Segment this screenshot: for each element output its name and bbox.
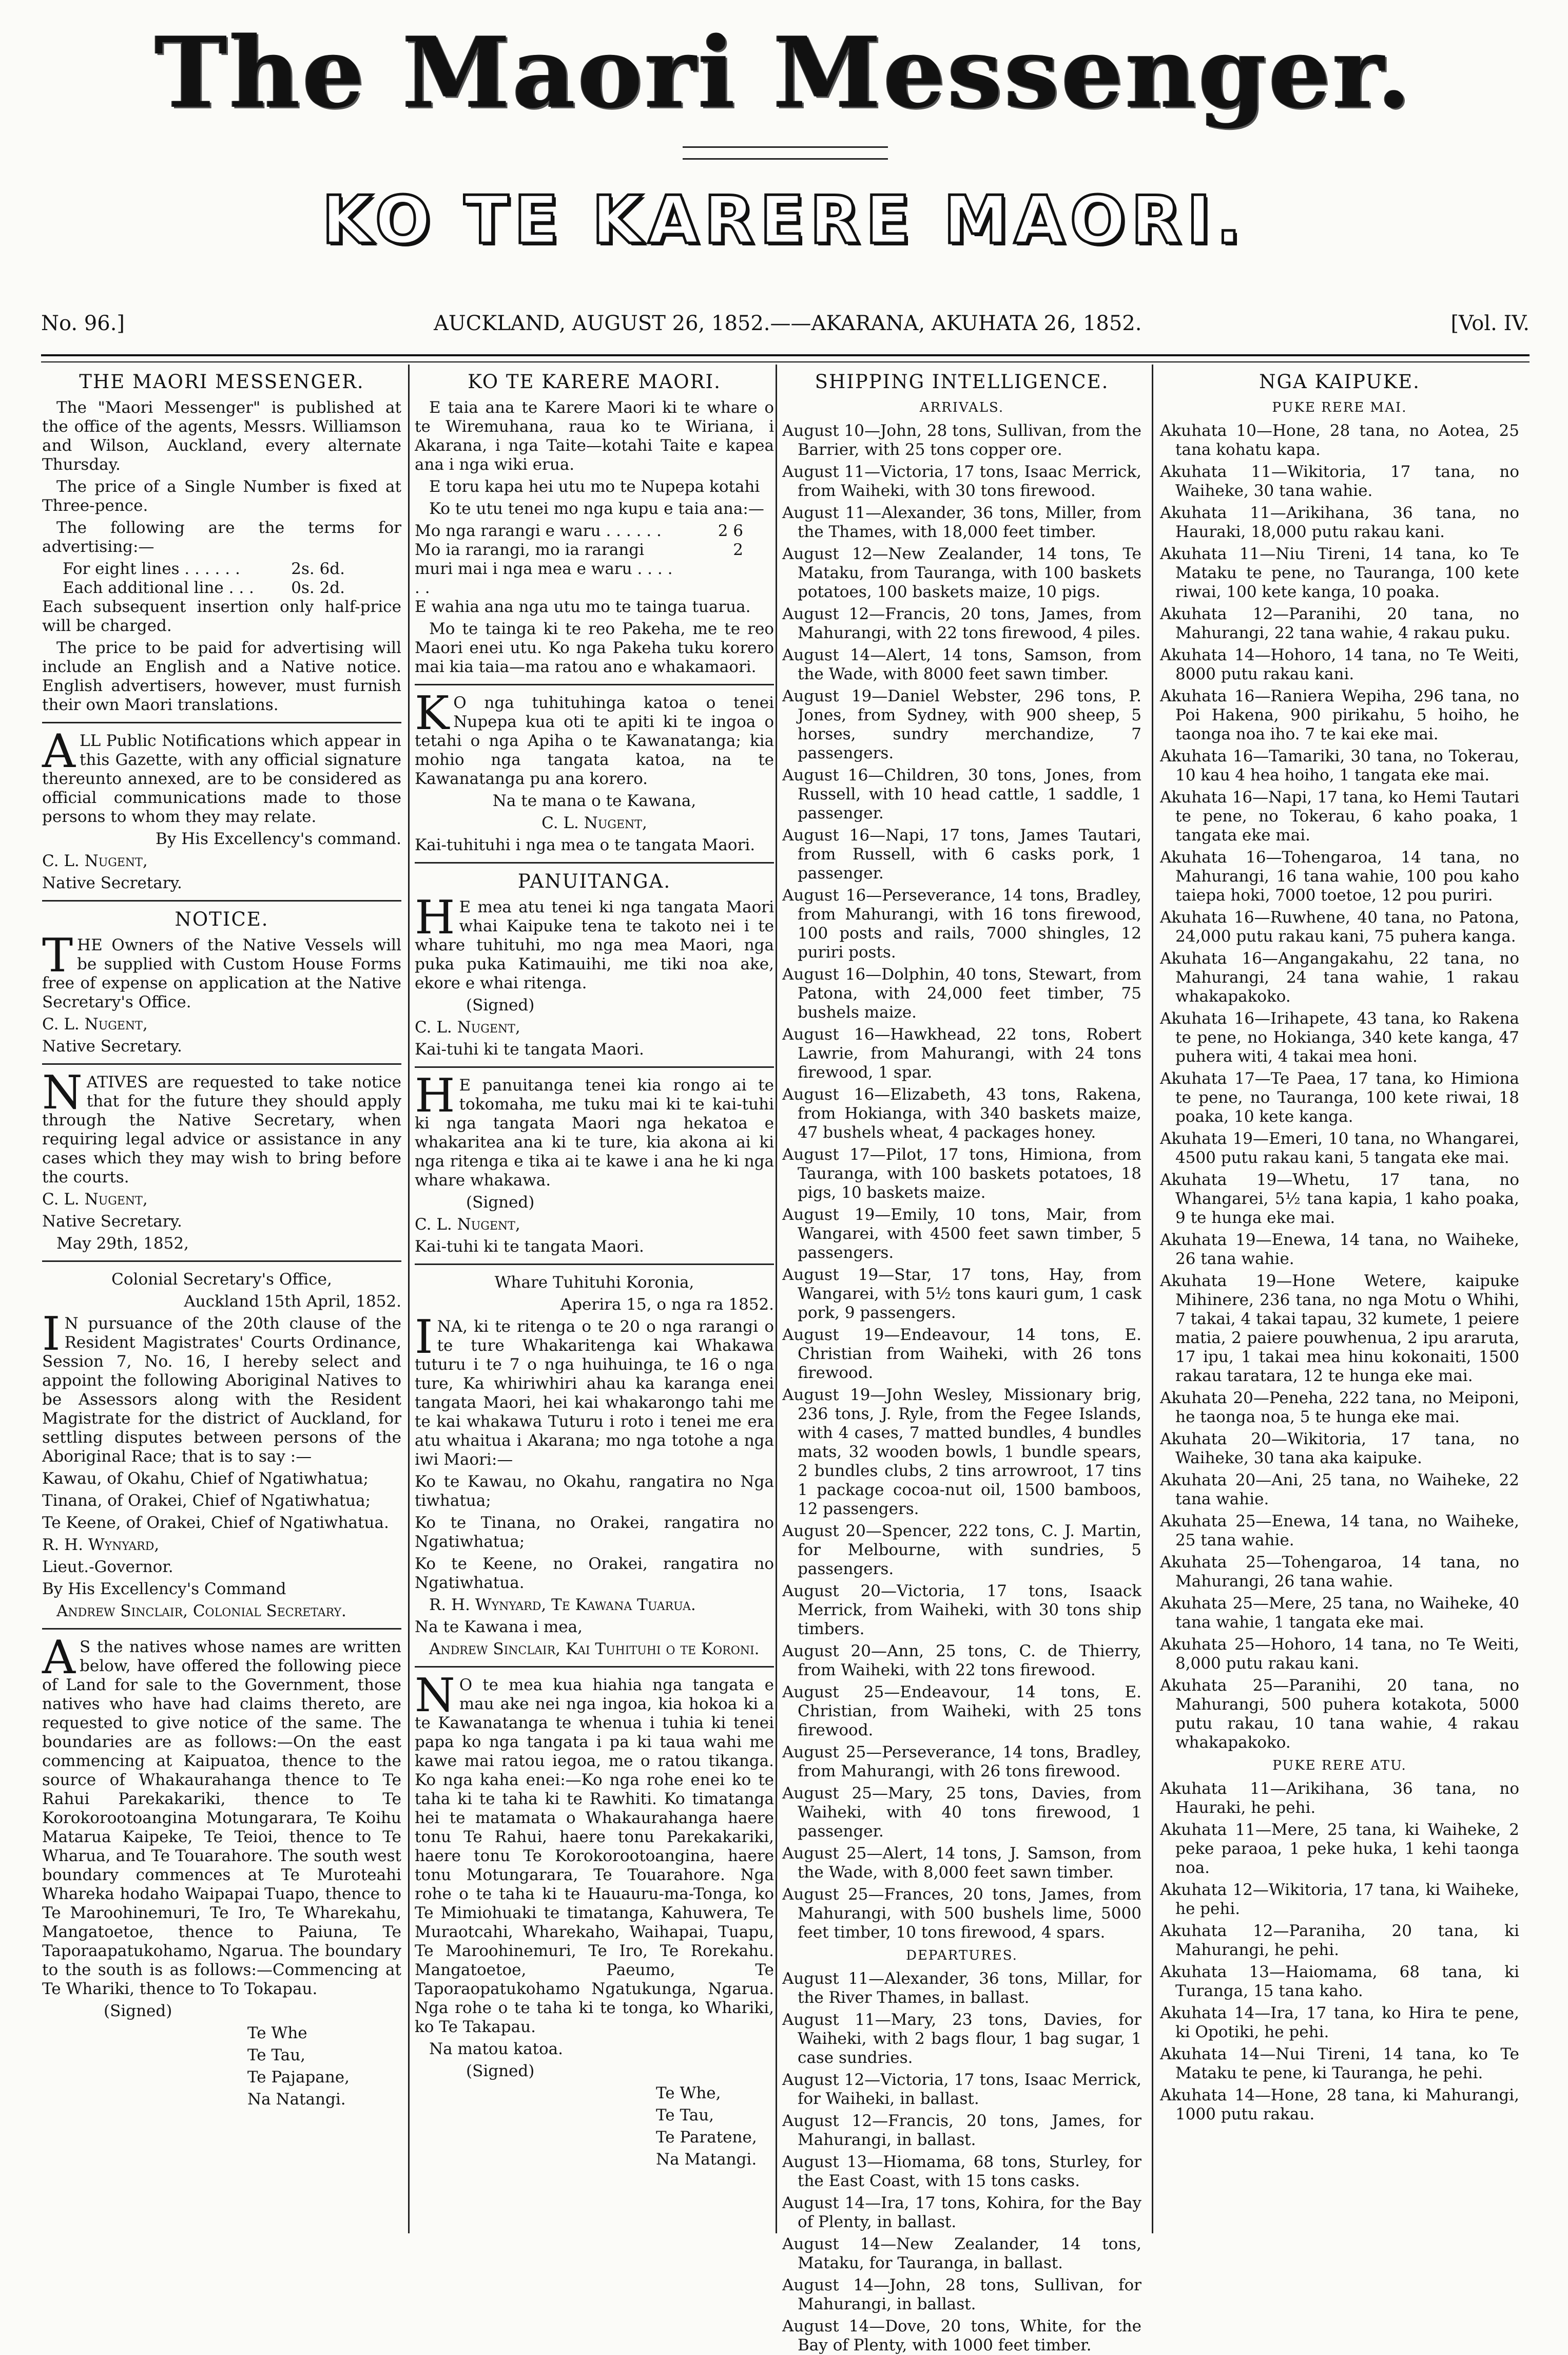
mana-line: Na te mana o te Kawana, <box>492 792 696 810</box>
shipping-entry: August 13—Hiomama, 68 tons, Sturley, for the East Coast, with 15 tons casks. <box>782 2153 1141 2190</box>
shipping-entry: Akuhata 12—Paraniha, 20 tana, ki Mahurangi, he pehi. <box>1160 1922 1519 1959</box>
masthead-ornament <box>683 146 888 160</box>
signatory: Te Tau, <box>656 2106 714 2124</box>
panui-notice <box>415 1069 774 1190</box>
shipping-entry: Akuhata 16—Irihapete, 43 tana, ko Rakena te pene, no Hokianga, 340 kete kanga, 47 puhera witi, 4 takai mea honi. <box>1160 1009 1519 1066</box>
section-heading: KO TE KARERE MAORI. <box>468 371 721 393</box>
paragraph: E wahia ana nga utu mo te tainga tuarua. <box>415 598 751 616</box>
puke-rere-mai-list <box>1160 422 1519 1752</box>
drop-cap: H <box>415 891 455 945</box>
shipping-entry: Akuhata 10—Hone, 28 tana, no Aotea, 25 tana kohatu kapa. <box>1160 422 1519 459</box>
shipping-entry: Akuhata 17—Te Paea, 17 tana, ko Himiona te pene, no Tauranga, 100 kete riwai, 18 poaka, 10 kete kanga. <box>1160 1069 1519 1126</box>
paragraph: O nga tuhituhinga katoa o tenei Nupepa kua oti te apiti ki te ingoa o tetahi o nga Apiha o te Kawanatanga; kia mohio nga tangata katoa, na te Kawanatanga pu ana korero. <box>415 694 774 788</box>
shipping-entry: August 19—Emily, 10 tons, Mair, from Wangarei, with 4500 feet sawn timber, 5 passengers. <box>782 1205 1141 1262</box>
paragraph: The price of a Single Number is fixed at Three-pence. <box>42 477 401 515</box>
signature: C. L. Nugent, <box>42 1015 148 1033</box>
signatory: Te Tau, <box>247 2046 306 2064</box>
shipping-entry: August 14—Ira, 17 tons, Kohira, for the Bay of Plenty, in ballast. <box>782 2194 1141 2231</box>
office-date: Auckland 15th April, 1852. <box>184 1292 401 1311</box>
shipping-entry: Akuhata 16—Napi, 17 tana, ko Hemi Tautari te pene, no Tokerau, 6 kaho poaka, 1 tangata eke mai. <box>1160 788 1519 845</box>
paragraph: E toru kapa hei utu mo te Nupepa kotahi <box>429 477 760 496</box>
shipping-entry: Akuhata 25—Enewa, 14 tana, no Waiheke, 25 tana wahie. <box>1160 1512 1519 1549</box>
shipping-entry: Akuhata 11—Niu Tireni, 14 tana, ko Te Mataku te pene, no Tauranga, 100 kete riwai, 100 kete kanga, 10 poaka. <box>1160 545 1519 601</box>
shipping-entry: Akuhata 12—Paranihi, 20 tana, no Mahurangi, 22 tana wahie, 4 rakau puku. <box>1160 605 1519 642</box>
subsection-heading: PUKE RERE ATU. <box>1272 1758 1407 1773</box>
volume-number: [Vol. IV. <box>1450 312 1530 335</box>
signature: C. L. Nugent, <box>42 852 148 870</box>
signature: C. L. Nugent, <box>541 814 647 832</box>
shipping-entry: August 11—Alexander, 36 tons, Miller, from the Thames, with 18,000 feet timber. <box>782 504 1141 541</box>
rate-label: Each additional line . . . <box>63 579 254 597</box>
shipping-entry: Akuhata 19—Hone Wetere, kaipuke Mihinere, 236 tana, no nga Motu o Whihi, 7 takai, 4 takai tapau, 32 kumete, 1 peiere matia, 2 paiere pouwhenua, 2 ipu araruta, 17 ipu, 1 takai mea hinu kokonaiti, 1500 rakau taratara, 12 te hunga eke mai. <box>1160 1272 1519 1385</box>
paragraph: The "Maori Messenger" is published at the office of the agents, Messrs. Williamson and Wilson, Auckland, every alternate Thursday. <box>42 398 401 474</box>
paragraph: LL Public Notifications which appear in this Gazette, with any official signature thereunto annexed, are to be considered as official communications made to those persons to whom they may relate. <box>42 732 401 826</box>
signatory: Te Pajapane, <box>247 2068 350 2086</box>
section-heading: SHIPPING INTELLIGENCE. <box>815 371 1109 393</box>
assessor: Kawau, of Okahu, Chief of Ngatiwhatua; <box>42 1469 369 1488</box>
shipping-entry: Akuhata 19—Enewa, 14 tana, no Waiheke, 26 tana wahie. <box>1160 1231 1519 1268</box>
shipping-entry: August 10—John, 28 tons, Sullivan, from the Barrier, with 25 tons copper ore. <box>782 422 1141 459</box>
signature-title: Native Secretary. <box>42 874 182 892</box>
shipping-entry: August 14—Alert, 14 tons, Samson, from the Wade, with 8000 feet sawn timber. <box>782 646 1141 683</box>
shipping-entry: August 14—New Zealander, 14 tons, Mataku, for Tauranga, in ballast. <box>782 2235 1141 2272</box>
shipping-entry: August 19—John Wesley, Missionary brig, 236 tons, J. Ryle, from the Fegee Islands, with 4 cases, 7 matted bundles, 4 bundles mats, 32 wooden bowls, 1 bundle spears, 2 bundles clubs, 2 tins arrowroot, 17 tins 1 package cocoa-nut oil, 1500 bamboos, 12 passengers. <box>782 1386 1141 1518</box>
separator <box>42 1063 401 1065</box>
shipping-entry: August 25—Perseverance, 14 tons, Bradley, from Mahurangi, with 26 tons firewood. <box>782 1743 1141 1780</box>
departures-list <box>782 1969 1141 2355</box>
subsection-heading: PUKE RERE MAI. <box>1272 400 1407 415</box>
shipping-entry: Akuhata 12—Wikitoria, 17 tana, ki Waiheke, he pehi. <box>1160 1881 1519 1918</box>
signature-title: Native Secretary. <box>42 1037 182 1056</box>
ina-notice <box>415 1310 774 1469</box>
drop-cap: H <box>415 1069 455 1123</box>
land-notice <box>415 1669 774 2037</box>
paragraph: Mo te tainga ki te reo Pakeha, me te reo Maori enei utu. Ko nga Pakeha tuku korero mai kia taia—ma ratou ano e whakamaori. <box>415 620 774 676</box>
assessor: Te Keene, of Orakei, Chief of Ngatiwhatua. <box>42 1514 389 1532</box>
shipping-entry: Akuhata 11—Arikihana, 36 tana, no Hauraki, 18,000 putu rakau kani. <box>1160 504 1519 541</box>
signature-title: Kai-tuhi ki te tangata Maori. <box>415 1237 644 1256</box>
issue-number: No. 96.] <box>41 312 125 335</box>
signature: C. L. Nugent, <box>42 1190 148 1209</box>
shipping-entry: August 16—Napi, 17 tons, James Tautari, from Russell, with 6 casks pork, 1 passenger. <box>782 826 1141 883</box>
shipping-entry: August 11—Alexander, 36 tons, Millar, for the River Thames, in ballast. <box>782 1969 1141 2007</box>
shipping-entry: August 19—Daniel Webster, 296 tons, P. Jones, from Sydney, with 900 sheep, 5 horses, sundry merchandize, 7 passengers. <box>782 687 1141 762</box>
shipping-entry: August 25—Alert, 14 tons, J. Samson, from the Wade, with 8,000 feet sawn timber. <box>782 1844 1141 1882</box>
signed-label: (Signed) <box>466 2062 535 2080</box>
office-date: Aperira 15, o nga ra 1852. <box>560 1295 774 1314</box>
signature-title: Kai-tuhituhi i nga mea o te tangata Maori. <box>415 836 756 854</box>
rate-value: 2 <box>733 541 743 559</box>
masthead <box>0 0 1568 267</box>
section-heading: NOTICE. <box>175 908 269 930</box>
shipping-entry: August 16—Hawkhead, 22 tons, Robert Lawrie, from Mahurangi, with 24 tons firewood, 1 spar. <box>782 1025 1141 1082</box>
column-nga-kaipuke <box>1160 372 1519 2231</box>
assessor: Ko te Keene, no Orakei, rangatira no Ngatiwhatua. <box>415 1555 774 1592</box>
rate-label: Mo ia rarangi, mo ia rarangi muri mai i nga mea e waru . . . . . . <box>415 541 673 597</box>
separator <box>415 684 774 685</box>
separator <box>415 1066 774 1068</box>
drop-cap: A <box>42 724 75 778</box>
section-heading: NGA KAIPUKE. <box>1259 371 1420 393</box>
header-rule <box>41 354 1530 362</box>
shipping-entry: Akuhata 14—Hohoro, 14 tana, no Te Weiti, 8000 putu rakau kani. <box>1160 646 1519 683</box>
land-notice <box>42 1631 401 1999</box>
paragraph: The following are the terms for advertising:— <box>42 519 401 556</box>
rate-value: 2 6 <box>718 522 743 540</box>
command-line: Na te Kawana i mea, <box>415 1618 583 1636</box>
signature: Andrew Sinclair, Kai Tuhituhi o te Koroni. <box>429 1640 760 1658</box>
signatory: Na Matangi. <box>656 2150 757 2169</box>
masthead-title: The Maori Messenger. <box>154 15 1414 130</box>
shipping-entry: August 14—Dove, 20 tons, White, for the Bay of Plenty, with 1000 feet timber. <box>782 2317 1141 2354</box>
shipping-entry: Akuhata 20—Ani, 25 tana, no Waiheke, 22 tana wahie. <box>1160 1471 1519 1508</box>
pursuance-notice <box>42 1307 401 1466</box>
signature: R. H. Wynyard, <box>42 1536 160 1554</box>
natives-notice <box>42 1066 401 1187</box>
column-maori-notices <box>415 372 774 2231</box>
paragraph: HE Owners of the Native Vessels will be supplied with Custom House Forms free of expense on application at the Native Secretary's Office. <box>42 936 401 1011</box>
separator <box>415 1263 774 1265</box>
signatory: Te Whe <box>247 2024 307 2042</box>
shipping-entry: Akuhata 19—Emeri, 10 tana, no Whangarei, 4500 putu rakau kani, 5 tangata eke mai. <box>1160 1129 1519 1167</box>
rate-row <box>415 522 774 541</box>
date-line: May 29th, 1852, <box>56 1234 189 1253</box>
signature: R. H. Wynyard, Te Kawana Tuarua. <box>429 1596 696 1614</box>
signature-title: Kai-tuhi ki te tangata Maori. <box>415 1040 644 1059</box>
paragraph: N pursuance of the 20th clause of the Resident Magistrates' Courts Ordinance, Session 7, No. 16, I hereby select and appoint the following Aboriginal Natives to be Assessors along with the Resident Magistrate for the district of Auckland, for settling disputes between persons of the Aboriginal Race; that is to say :— <box>42 1314 401 1466</box>
separator <box>415 1666 774 1668</box>
separator <box>42 1628 401 1630</box>
shipping-entry: August 11—Victoria, 17 tons, Isaac Merrick, from Waiheki, with 30 tons firewood. <box>782 463 1141 500</box>
signature-title: Lieut.-Governor. <box>42 1558 173 1576</box>
shipping-entry: Akuhata 13—Haiomama, 68 tana, ki Turanga, 15 tana kaho. <box>1160 1963 1519 2000</box>
shipping-entry: Akuhata 16—Angangakahu, 22 tana, no Mahurangi, 24 tana wahie, 1 rakau whakapakoko. <box>1160 949 1519 1006</box>
command-line: By His Excellency's command. <box>156 830 401 848</box>
separator <box>415 862 774 864</box>
masthead-subtitle: KO TE KARERE MAORI. <box>322 182 1246 259</box>
signed-label: (Signed) <box>466 996 535 1014</box>
shipping-entry: Akuhata 14—Hone, 28 tana, ki Mahurangi, 1000 putu rakau. <box>1160 2086 1519 2123</box>
subsection-heading: DEPARTURES. <box>906 1948 1018 1963</box>
signed-label: (Signed) <box>466 1193 535 1212</box>
vessels-notice <box>42 929 401 1012</box>
shipping-entry: August 25—Mary, 25 tons, Davies, from Waiheki, with 40 tons firewood, 1 passenger. <box>782 1784 1141 1841</box>
signature: Andrew Sinclair, Colonial Secretary. <box>56 1602 346 1620</box>
drop-cap: N <box>415 1669 455 1722</box>
shipping-entry: August 19—Endeavour, 14 tons, E. Christian from Waiheki, with 26 tons firewood. <box>782 1326 1141 1382</box>
shipping-entry: Akuhata 20—Wikitoria, 17 tana, no Waiheke, 30 tana aka kaipuke. <box>1160 1430 1519 1467</box>
shipping-entry: Akuhata 16—Ruwhene, 40 tana, no Patona, 24,000 putu rakau kani, 75 puhera kanga. <box>1160 908 1519 946</box>
shipping-entry: Akuhata 25—Mere, 25 tana, no Waiheke, 40 tana wahie, 1 tangata eke mai. <box>1160 1594 1519 1632</box>
signatory: Te Whe, <box>656 2084 721 2102</box>
signature-title: Native Secretary. <box>42 1212 182 1231</box>
shipping-entry: Akuhata 19—Whetu, 17 tana, no Whangarei, 5½ tana kapia, 1 kaho poaka, 9 te hunga eke mai. <box>1160 1171 1519 1227</box>
assessor: Ko te Tinana, no Orakei, rangatira no Ngatiwhatua; <box>415 1514 774 1551</box>
shipping-entry: August 16—Dolphin, 40 tons, Stewart, from Patona, with 24,000 feet timber, 75 bushels maize. <box>782 965 1141 1022</box>
subsection-heading: ARRIVALS. <box>919 400 1004 415</box>
shipping-entry: August 20—Victoria, 17 tons, Isaack Merrick, from Waiheki, with 30 tons ship timbers. <box>782 1582 1141 1638</box>
drop-cap: I <box>42 1307 61 1361</box>
shipping-entry: August 25—Frances, 20 tons, James, from Mahurangi, with 500 bushels lime, 5000 feet timber, 10 tons firewood, 4 spars. <box>782 1885 1141 1942</box>
shipping-entry: Akuhata 25—Paranihi, 20 tana, no Mahurangi, 500 puhera kotakota, 5000 putu rakau, 10 tana wahie, 4 rakau whakapakoko. <box>1160 1676 1519 1752</box>
drop-cap: N <box>42 1066 83 1120</box>
paragraph: E taia ana te Karere Maori ki te whare o te Wiremuhana, raua ko te Wiriana, i Akarana, i nga Taite—kotahi Taite e kapea ana i nga wiki erua. <box>415 398 774 474</box>
shipping-entry: Akuhata 20—Peneha, 222 tana, no Meiponi, he taonga noa, 5 te hunga eke mai. <box>1160 1389 1519 1426</box>
panui-notice <box>415 891 774 993</box>
shipping-entry: August 16—Perseverance, 14 tons, Bradley, from Mahurangi, with 16 tons firewood, 100 posts and rails, 7000 shingles, 12 puriri posts. <box>782 886 1141 962</box>
shipping-entry: August 16—Children, 30 tons, Jones, from Russell, with 10 head cattle, 1 saddle, 1 passenger. <box>782 766 1141 822</box>
shipping-entry: August 12—Victoria, 17 tons, Isaac Merrick, for Waiheki, in ballast. <box>782 2071 1141 2108</box>
official-notice <box>415 686 774 789</box>
paragraph: S the natives whose names are written below, have offered the following piece of Land for sale to the Government, those natives who have had claims thereto, are requested to give notice of the same. The boundaries are as follows:—On the east commencing at Kaipuatoa, thence to the source of Whakaurahanga thence to Te Rahui Parekakariki, thence to Te Korokorootoangina Motungarara, Te Koihu Matarua Kaipeke, Te Teioi, thence to Te Wharua, and Te Touarahore. The south west boundary commences at Te Muroteahi Whareka hodaho Waipapai Tuapo, thence to Te Maroohinemuri, Te Iro, Te Wharekahu, Mangatoetoe, thence to Paiuna, Te Taporaapatukohamo, Ngarua. The boundary to the south is as follows:—Commencing at Te Whariki, thence to To Tokapau. <box>42 1638 401 1998</box>
paragraph: O te mea kua hiahia nga tangata e mau ake nei nga ingoa, kia hokoa ki a te Kawanatanga te whenua i tuhia ki tenei papa ko nga tangata i pa ki taua wahi me kawe mai ratou iegoa, me o ratou tikanga. Ko nga kaha enei:—Ko nga rohe enei ko te taha ki te taha ki te Rawhiti. Ko timatanga hei te matamata o Whakaurahanga haere tonu Te Rahui, haere tonu Parekakariki, haere tonu Te Korokorootoangina, haere tonu Motungarara, Te Touarahore. Nga rohe o te taha ki te Hauauru-ma-Tonga, ko Te Mimiohuaki te timatanga, Kahuwera, Te Muraotcahi, Wharekaho, Waihapai, Tuapu, Te Maroohinemuri, Te Iro, Te Rorekahu. Mangatoetoe, Paeumo, Te Taporaopatukohamo Ngatukunga, Ngarua. Nga rohe o te taha ki te tonga, ko Whariki, ko Te Takapau. <box>415 1676 774 2036</box>
shipping-entry: Akuhata 25—Tohengaroa, 14 tana, no Mahurangi, 26 tana wahie. <box>1160 1553 1519 1591</box>
shipping-entry: August 17—Pilot, 17 tons, Himiona, from Tauranga, with 100 baskets potatoes, 18 pigs, 10 baskets maize. <box>782 1145 1141 1202</box>
dateline <box>41 308 1530 339</box>
shipping-entry: August 12—New Zealander, 14 tons, Te Mataku, from Tauranga, with 100 baskets potatoes, 100 baskets maize, 10 pigs. <box>782 545 1141 601</box>
assessor: Tinana, of Orakei, Chief of Ngatiwhatua; <box>42 1491 371 1510</box>
rate-value: 2s. 6d. <box>291 560 345 578</box>
shipping-entry: August 20—Ann, 25 tons, C. de Thierry, from Waiheki, with 22 tons firewood. <box>782 1642 1141 1679</box>
issue-date: AUCKLAND, AUGUST 26, 1852.——AKARANA, AKUHATA 26, 1852. <box>434 312 1142 335</box>
shipping-entry: August 14—John, 28 tons, Sullivan, for Mahurangi, in ballast. <box>782 2276 1141 2313</box>
signature: C. L. Nugent, <box>415 1018 520 1037</box>
shipping-entry: August 12—Francis, 20 tons, James, for Mahurangi, in ballast. <box>782 2112 1141 2149</box>
shipping-entry: Akuhata 14—Nui Tireni, 14 tana, ko Te Mataku te pene, ki Tauranga, he pehi. <box>1160 2045 1519 2082</box>
paragraph: Ko te utu tenei mo nga kupu e taia ana:— <box>429 500 764 518</box>
rate-label: For eight lines . . . . . . <box>63 560 240 578</box>
rate-value: 0s. 2d. <box>291 579 345 597</box>
shipping-entry: Akuhata 11—Mere, 25 tana, ki Waiheke, 2 peke paraoa, 1 peke huka, 1 kehi taonga noa. <box>1160 1821 1519 1877</box>
puke-rere-atu-list <box>1160 1779 1519 2124</box>
office-line: Whare Tuhituhi Koronia, <box>494 1273 694 1292</box>
column-shipping-intelligence <box>782 371 1141 2354</box>
shipping-entry: August 20—Spencer, 222 tons, C. J. Martin, for Melbourne, with sundries, 5 passengers. <box>782 1522 1141 1578</box>
katoa-line: Na matou katoa. <box>429 2040 564 2058</box>
rate-row <box>415 541 774 598</box>
signed-label: (Signed) <box>104 2002 172 2020</box>
office-line: Colonial Secretary's Office, <box>111 1270 332 1289</box>
drop-cap: T <box>42 929 73 983</box>
shipping-entry: August 19—Star, 17 tons, Hay, from Wangarei, with 5½ tons kauri gum, 1 cask pork, 9 passengers. <box>782 1266 1141 1322</box>
shipping-entry: Akuhata 16—Raniera Wepiha, 296 tana, no Poi Hakena, 900 pirikahu, 5 hoiho, he taonga noa iho. 7 te kai eke mai. <box>1160 687 1519 743</box>
assessor: Ko te Kawau, no Okahu, rangatira no Nga tiwhatua; <box>415 1472 774 1510</box>
rate-row <box>42 579 401 598</box>
column-rule <box>776 365 777 2233</box>
separator <box>42 1260 401 1262</box>
shipping-entry: August 25—Endeavour, 14 tons, E. Christian, from Waiheki, with 25 tons firewood. <box>782 1683 1141 1739</box>
signatory: Na Natangi. <box>247 2090 346 2109</box>
shipping-entry: Akuhata 11—Arikihana, 36 tana, no Hauraki, he pehi. <box>1160 1779 1519 1817</box>
paragraph: E panuitanga tenei kia rongo ai te tokomaha, me tuku mai ki te kai-tuhi ki nga tangata Maori nga hekatoa e whakaritea ana ki te ture, kia akona ai ki nga ritenga e tika ai te kawe i ana he ki nga whare whakawa. <box>415 1076 774 1190</box>
command-line: By His Excellency's Command <box>42 1580 286 1598</box>
column-rule <box>1152 365 1153 2233</box>
drop-cap: A <box>42 1631 75 1684</box>
paragraph: NA, ki te ritenga o te 20 o nga rarangi o te ture Whakaritenga kai Whakawa tuturu i te 7 o nga huihuinga, te 16 o nga ture, Ka whiriwhiri ahau ka karanga enei tangata Maori, hei kai whakarongo tahi me te kai whakawa Tuturu i roto i tenei me era atu whaitua i Akarana; mo nga totohe a nga iwi Maori:— <box>415 1317 774 1469</box>
rate-label: Mo nga rarangi e waru . . . . . . <box>415 522 662 540</box>
shipping-entry: Akuhata 16—Tohengaroa, 14 tana, no Mahurangi, 16 tana wahie, 100 pou kaho taiepa hoki, 7000 toetoe, 12 pou puriri. <box>1160 848 1519 905</box>
paragraph: ATIVES are requested to take notice that for the future they should apply through the Native Secretary, when requiring legal advice or assistance in any cases which they may wish to bring before the courts. <box>42 1073 401 1186</box>
rate-row <box>42 560 401 579</box>
separator <box>42 900 401 902</box>
shipping-entry: August 12—Francis, 20 tons, James, from Mahurangi, with 22 tons firewood, 4 piles. <box>782 605 1141 642</box>
shipping-entry: Akuhata 14—Ira, 17 tana, ko Hira te pene, ki Opotiki, he pehi. <box>1160 2004 1519 2041</box>
shipping-entry: Akuhata 16—Tamariki, 30 tana, no Tokerau, 10 kau 4 hea hoiho, 1 tangata eke mai. <box>1160 747 1519 784</box>
section-heading: PANUITANGA. <box>517 870 671 892</box>
shipping-entry: Akuhata 11—Wikitoria, 17 tana, no Waiheke, 30 tana wahie. <box>1160 463 1519 500</box>
shipping-entry: August 16—Elizabeth, 43 tons, Rakena, from Hokianga, with 340 baskets maize, 47 bushels wheat, 4 packages honey. <box>782 1085 1141 1142</box>
paragraph: Each subsequent insertion only half-price will be charged. <box>42 598 401 635</box>
shipping-entry: August 11—Mary, 23 tons, Davies, for Waiheki, with 2 bags flour, 1 bag sugar, 1 case sundries. <box>782 2011 1141 2067</box>
separator <box>42 722 401 723</box>
signature: C. L. Nugent, <box>415 1215 520 1234</box>
drop-cap: K <box>415 686 450 740</box>
public-notifications <box>42 724 401 827</box>
arrivals-list <box>782 422 1141 1942</box>
column-english-notices <box>42 372 401 2231</box>
signatory: Te Paratene, <box>656 2128 757 2147</box>
paragraph: E mea atu tenei ki nga tangata Maori whai Kaipuke tena te takoto nei i te whare tuhituhi, mo nga mea Maori, nga puka puka Katimauihi, me tiki noa ake, ekore e whai ritenga. <box>415 898 774 992</box>
section-heading: THE MAORI MESSENGER. <box>79 371 364 393</box>
drop-cap: I <box>415 1310 433 1364</box>
shipping-entry: Akuhata 25—Hohoro, 14 tana, no Te Weiti, 8,000 putu rakau kani. <box>1160 1635 1519 1673</box>
paragraph: The price to be paid for advertising will include an English and a Native notice. English advertisers, however, must furnish their own Maori translations. <box>42 639 401 714</box>
column-rule <box>408 365 410 2233</box>
